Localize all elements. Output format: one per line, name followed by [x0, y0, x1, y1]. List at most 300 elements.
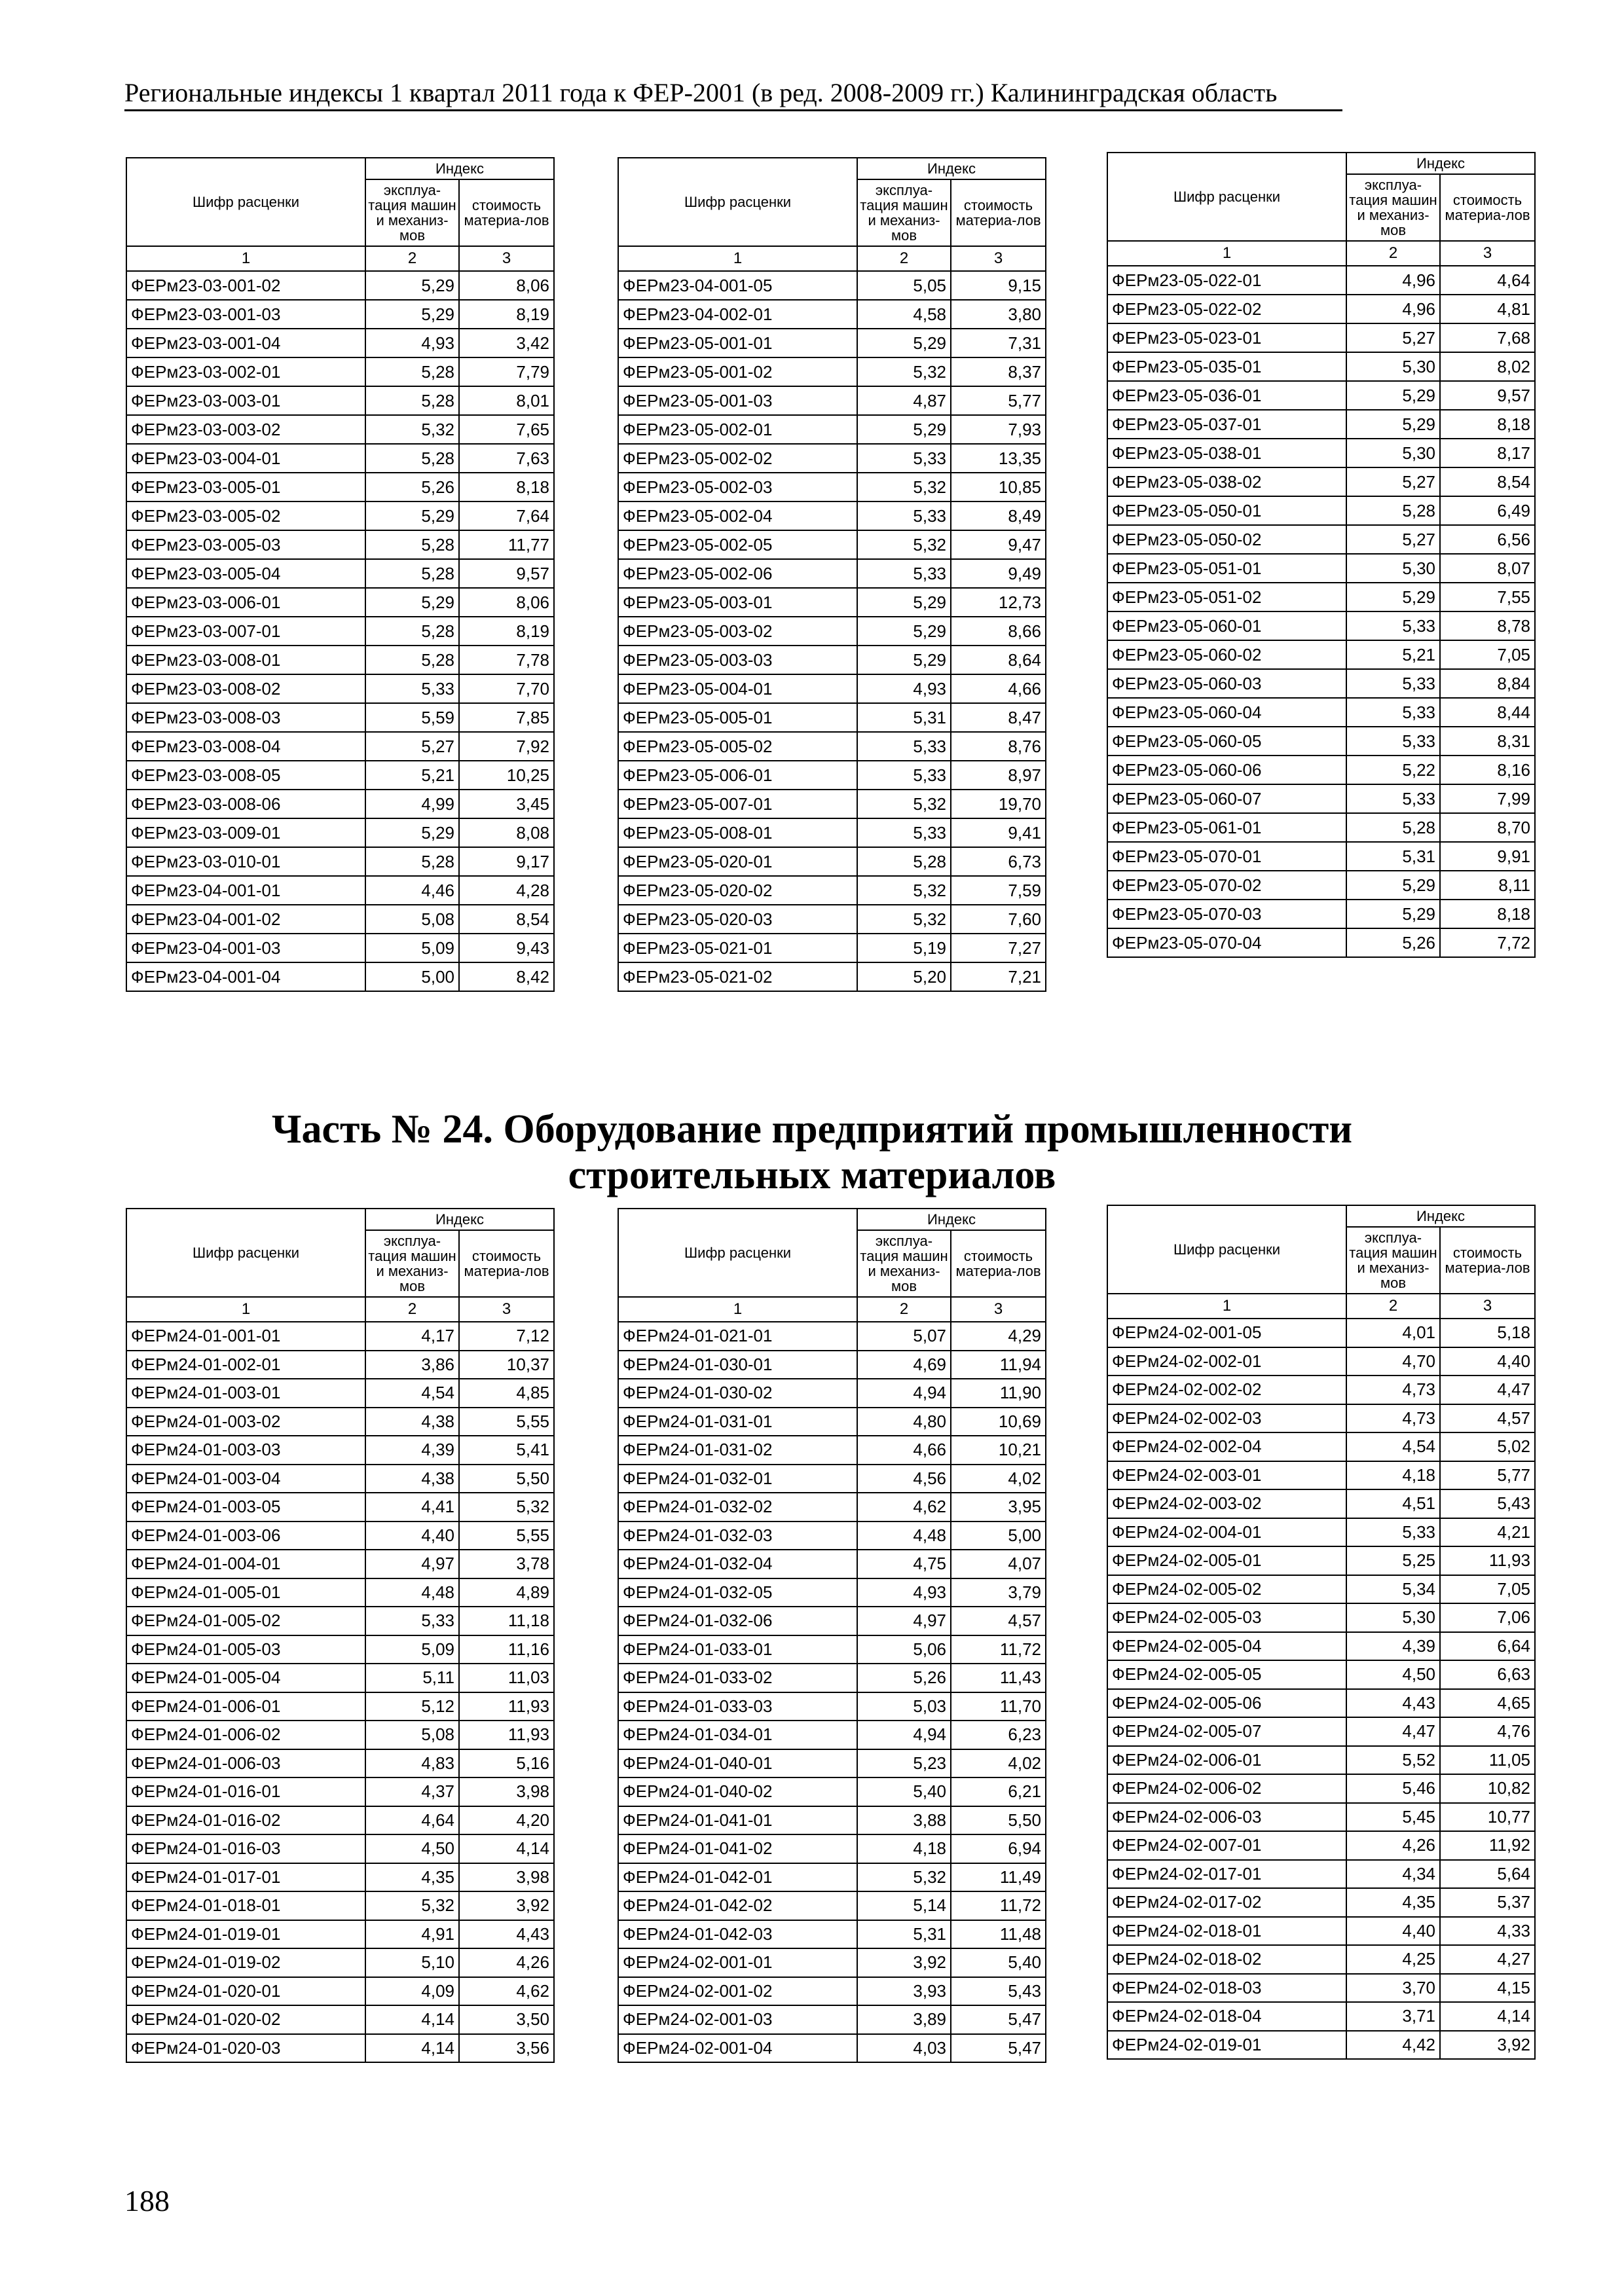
index-materials: 8,31: [1440, 727, 1535, 756]
table-row: [126, 415, 554, 444]
rate-code: ФЕРм24-01-020-03: [126, 2034, 365, 2063]
index-machines: 5,06: [857, 1635, 951, 1664]
table-row: [618, 761, 1046, 790]
index-machines: 5,32: [365, 415, 459, 444]
rate-code: ФЕРм24-02-005-03: [1107, 1603, 1346, 1632]
rate-code: ФЕРм24-02-003-01: [1107, 1461, 1346, 1490]
table-row: [618, 1891, 1046, 1920]
index-machines: 5,28: [365, 617, 459, 646]
index-materials: 4,40: [1440, 1347, 1535, 1376]
rate-code: ФЕРм24-02-002-02: [1107, 1376, 1346, 1404]
rate-code: ФЕРм24-02-018-03: [1107, 1974, 1346, 2003]
rate-code: ФЕРм23-03-005-04: [126, 559, 365, 588]
index-materials: 4,89: [459, 1578, 554, 1607]
index-materials: 9,91: [1440, 842, 1535, 871]
index-materials: 11,92: [1440, 1831, 1535, 1860]
table-row: [618, 1408, 1046, 1436]
index-machines: 3,86: [365, 1351, 459, 1379]
index-materials: 4,64: [1440, 266, 1535, 295]
index-materials: 4,43: [459, 1920, 554, 1949]
table-row: [618, 847, 1046, 876]
rate-code: ФЕРм23-05-004-01: [618, 674, 857, 703]
index-materials: 8,84: [1440, 669, 1535, 698]
index-machines: 5,12: [365, 1692, 459, 1721]
rate-code: ФЕРм24-02-006-02: [1107, 1774, 1346, 1803]
index-materials: 8,76: [951, 732, 1046, 761]
index-machines: 4,51: [1346, 1489, 1440, 1518]
header-code: Шифр расценки: [126, 1209, 365, 1297]
header-materials: стоимость материа-лов: [951, 1230, 1046, 1297]
rate-code: ФЕРм23-05-061-01: [1107, 813, 1346, 842]
table-row: [1107, 554, 1535, 583]
index-materials: 5,47: [951, 2034, 1046, 2063]
index-table: [126, 1208, 555, 2063]
index-materials: 5,77: [1440, 1461, 1535, 1490]
header-num-2: 2: [857, 1297, 951, 1322]
rate-code: ФЕРм24-02-002-03: [1107, 1404, 1346, 1433]
index-materials: 3,98: [459, 1863, 554, 1892]
rate-code: ФЕРм24-02-019-01: [1107, 2031, 1346, 2060]
rate-code: ФЕРм24-01-003-02: [126, 1408, 365, 1436]
header-materials: стоимость материа-лов: [1440, 174, 1535, 241]
index-machines: 4,26: [1346, 1831, 1440, 1860]
rate-code: ФЕРм23-05-060-04: [1107, 698, 1346, 727]
index-machines: 5,33: [1346, 611, 1440, 640]
index-materials: 11,93: [459, 1692, 554, 1721]
index-machines: 5,27: [1346, 323, 1440, 352]
table-row: [1107, 1546, 1535, 1575]
index-machines: 4,62: [857, 1493, 951, 1522]
table-row: [126, 1664, 554, 1692]
index-materials: 6,73: [951, 847, 1046, 876]
table-row: [126, 1777, 554, 1806]
header-num-2: 2: [857, 246, 951, 271]
rate-code: ФЕРм24-01-042-03: [618, 1920, 857, 1949]
index-machines: 5,33: [1346, 784, 1440, 813]
header-code: Шифр расценки: [126, 158, 365, 246]
rate-code: ФЕРм24-01-006-03: [126, 1749, 365, 1778]
table-row: [1107, 496, 1535, 525]
rate-code: ФЕРм23-03-008-05: [126, 761, 365, 790]
index-machines: 4,94: [857, 1379, 951, 1408]
index-machines: 4,18: [1346, 1461, 1440, 1490]
table-row: [1107, 2031, 1535, 2060]
index-machines: 4,66: [857, 1436, 951, 1465]
header-machines: эксплуа-тация машин и механиз-мов: [365, 1230, 459, 1297]
rate-code: ФЕРм23-05-023-01: [1107, 323, 1346, 352]
index-materials: 10,37: [459, 1351, 554, 1379]
index-materials: 7,72: [1440, 928, 1535, 957]
rate-code: ФЕРм24-02-001-01: [618, 1948, 857, 1977]
index-machines: 5,27: [365, 732, 459, 761]
table-row: [618, 1607, 1046, 1635]
index-materials: 8,78: [1440, 611, 1535, 640]
index-machines: 5,19: [857, 934, 951, 962]
table-row: [126, 1721, 554, 1749]
index-materials: 9,17: [459, 847, 554, 876]
rate-code: ФЕРм24-01-032-06: [618, 1607, 857, 1635]
index-machines: 5,03: [857, 1692, 951, 1721]
header-code: Шифр расценки: [1107, 153, 1346, 241]
rate-code: ФЕРм24-01-003-04: [126, 1465, 365, 1493]
table-row: [126, 588, 554, 617]
rate-code: ФЕРм23-03-008-03: [126, 703, 365, 732]
index-machines: 5,33: [1346, 727, 1440, 756]
index-machines: 5,32: [857, 530, 951, 559]
table-row: [1107, 1774, 1535, 1803]
index-machines: 5,14: [857, 1891, 951, 1920]
table-row: [618, 1465, 1046, 1493]
rate-code: ФЕРм24-01-032-02: [618, 1493, 857, 1522]
index-materials: 8,66: [951, 617, 1046, 646]
rate-code: ФЕРм23-05-002-02: [618, 444, 857, 473]
rate-code: ФЕРм24-02-005-07: [1107, 1717, 1346, 1746]
index-machines: 4,37: [365, 1777, 459, 1806]
index-machines: 4,25: [1346, 1945, 1440, 1974]
rate-code: ФЕРм24-01-042-02: [618, 1891, 857, 1920]
index-machines: 5,23: [857, 1749, 951, 1778]
index-materials: 8,19: [459, 300, 554, 329]
rate-code: ФЕРм23-05-051-02: [1107, 583, 1346, 611]
index-machines: 5,30: [1346, 352, 1440, 381]
rate-code: ФЕРм23-03-008-01: [126, 646, 365, 674]
table-row: [1107, 1575, 1535, 1604]
table-row: [1107, 1632, 1535, 1661]
table-row: [618, 1721, 1046, 1749]
index-materials: 11,70: [951, 1692, 1046, 1721]
index-machines: 5,28: [365, 646, 459, 674]
rate-code: ФЕРм24-01-040-02: [618, 1777, 857, 1806]
index-materials: 6,64: [1440, 1632, 1535, 1661]
index-machines: 4,42: [1346, 2031, 1440, 2060]
index-machines: 5,28: [857, 847, 951, 876]
table-row: [1107, 1603, 1535, 1632]
rate-code: ФЕРм23-03-001-03: [126, 300, 365, 329]
index-machines: 3,71: [1346, 2002, 1440, 2031]
header-index: Индекс: [857, 158, 1046, 179]
index-table: [618, 157, 1046, 992]
index-machines: 4,96: [1346, 295, 1440, 323]
header-materials: стоимость материа-лов: [1440, 1227, 1535, 1294]
section-title: [0, 1106, 1624, 1198]
index-materials: 11,16: [459, 1635, 554, 1664]
table-row: [618, 818, 1046, 847]
index-machines: 5,29: [1346, 410, 1440, 439]
index-machines: 5,33: [857, 761, 951, 790]
table-row: [618, 790, 1046, 818]
table-row: [126, 818, 554, 847]
index-machines: 4,96: [1346, 266, 1440, 295]
table-row: [1107, 784, 1535, 813]
rate-code: ФЕРм23-05-020-02: [618, 876, 857, 905]
index-machines: 5,28: [365, 559, 459, 588]
index-machines: 4,56: [857, 1465, 951, 1493]
header-num-3: 3: [951, 1297, 1046, 1322]
rate-code: ФЕРм23-05-006-01: [618, 761, 857, 790]
table-row: [618, 1436, 1046, 1465]
rate-code: ФЕРм24-01-005-04: [126, 1664, 365, 1692]
table-row: [618, 674, 1046, 703]
index-materials: 9,43: [459, 934, 554, 962]
index-machines: 5,29: [365, 588, 459, 617]
table-row: [618, 1550, 1046, 1578]
index-materials: 8,02: [1440, 352, 1535, 381]
index-machines: 4,01: [1346, 1319, 1440, 1347]
rate-code: ФЕРм23-05-060-02: [1107, 640, 1346, 669]
rate-code: ФЕРм24-01-032-03: [618, 1522, 857, 1550]
index-materials: 8,18: [1440, 900, 1535, 928]
table-row: [1107, 1404, 1535, 1433]
index-materials: 4,02: [951, 1749, 1046, 1778]
table-row: [126, 2005, 554, 2034]
index-materials: 13,35: [951, 444, 1046, 473]
index-machines: 4,39: [1346, 1632, 1440, 1661]
header-materials: стоимость материа-лов: [951, 179, 1046, 246]
table-row: [126, 1607, 554, 1635]
rate-code: ФЕРм24-01-032-01: [618, 1465, 857, 1493]
rate-code: ФЕРм24-01-040-01: [618, 1749, 857, 1778]
rate-code: ФЕРм23-05-070-03: [1107, 900, 1346, 928]
index-materials: 5,40: [951, 1948, 1046, 1977]
table-row: [618, 1863, 1046, 1892]
index-materials: 3,78: [459, 1550, 554, 1578]
table-row: [126, 1920, 554, 1949]
page-header: Региональные индексы 1 квартал 2011 года к ФЕР-2001 (в ред. 2008-2009 гг.) Калининградская область: [124, 77, 1342, 111]
table-row: [618, 1578, 1046, 1607]
index-machines: 5,25: [1346, 1546, 1440, 1575]
rate-code: ФЕРм23-05-035-01: [1107, 352, 1346, 381]
table-row: [1107, 1461, 1535, 1490]
index-machines: 5,29: [1346, 871, 1440, 900]
rate-code: ФЕРм23-05-002-01: [618, 415, 857, 444]
rate-code: ФЕРм23-03-010-01: [126, 847, 365, 876]
index-materials: 10,82: [1440, 1774, 1535, 1803]
table-row: [126, 1948, 554, 1977]
index-materials: 7,92: [459, 732, 554, 761]
table-row: [1107, 669, 1535, 698]
index-materials: 7,60: [951, 905, 1046, 934]
index-materials: 3,98: [459, 1777, 554, 1806]
index-machines: 5,26: [365, 473, 459, 501]
rate-code: ФЕРм24-01-017-01: [126, 1863, 365, 1892]
index-machines: 4,14: [365, 2005, 459, 2034]
index-machines: 4,54: [365, 1379, 459, 1408]
rate-code: ФЕРм23-05-037-01: [1107, 410, 1346, 439]
rate-code: ФЕРм24-01-016-02: [126, 1806, 365, 1835]
index-machines: 5,30: [1346, 1603, 1440, 1632]
rate-code: ФЕРм23-05-002-04: [618, 501, 857, 530]
table-row: [1107, 813, 1535, 842]
index-materials: 8,06: [459, 271, 554, 300]
index-machines: 4,94: [857, 1721, 951, 1749]
index-materials: 4,66: [951, 674, 1046, 703]
rate-code: ФЕРм23-04-001-01: [126, 876, 365, 905]
table-row: [1107, 439, 1535, 467]
index-machines: 5,31: [857, 703, 951, 732]
table-row: [126, 1749, 554, 1778]
table-row: [1107, 467, 1535, 496]
table-row: [1107, 1917, 1535, 1946]
rate-code: ФЕРм24-01-019-01: [126, 1920, 365, 1949]
rate-code: ФЕРм23-04-001-03: [126, 934, 365, 962]
index-materials: 4,28: [459, 876, 554, 905]
table-row: [618, 588, 1046, 617]
index-materials: 12,73: [951, 588, 1046, 617]
rate-code: ФЕРм23-05-038-01: [1107, 439, 1346, 467]
index-machines: 5,29: [857, 646, 951, 674]
table-row: [618, 1522, 1046, 1550]
index-machines: 5,29: [1346, 381, 1440, 410]
rate-code: ФЕРм23-05-001-03: [618, 386, 857, 415]
rate-code: ФЕРм23-05-038-02: [1107, 467, 1346, 496]
rate-code: ФЕРм23-03-004-01: [126, 444, 365, 473]
rate-code: ФЕРм23-05-021-02: [618, 962, 857, 991]
index-materials: 8,97: [951, 761, 1046, 790]
rate-code: ФЕРм24-01-042-01: [618, 1863, 857, 1892]
index-materials: 7,31: [951, 329, 1046, 357]
table-row: [1107, 1888, 1535, 1917]
rate-code: ФЕРм23-05-007-01: [618, 790, 857, 818]
index-machines: 5,32: [857, 357, 951, 386]
index-machines: 5,34: [1346, 1575, 1440, 1604]
table-row: [126, 1408, 554, 1436]
index-machines: 5,21: [1346, 640, 1440, 669]
table-row: [126, 1379, 554, 1408]
table-row: [618, 1834, 1046, 1863]
rate-code: ФЕРм23-05-070-02: [1107, 871, 1346, 900]
index-materials: 11,18: [459, 1607, 554, 1635]
table-row: [1107, 1746, 1535, 1775]
table-row: [1107, 1974, 1535, 2003]
rate-code: ФЕРм24-02-005-05: [1107, 1660, 1346, 1689]
rate-code: ФЕРм24-01-021-01: [618, 1322, 857, 1351]
rate-code: ФЕРм23-03-008-02: [126, 674, 365, 703]
table-row: [618, 1635, 1046, 1664]
rate-code: ФЕРм24-02-003-02: [1107, 1489, 1346, 1518]
rate-code: ФЕРм23-05-021-01: [618, 934, 857, 962]
index-table: [1107, 1205, 1536, 2060]
index-materials: 6,63: [1440, 1660, 1535, 1689]
index-materials: 4,02: [951, 1465, 1046, 1493]
index-machines: 5,33: [1346, 1518, 1440, 1547]
index-materials: 7,85: [459, 703, 554, 732]
index-machines: 4,91: [365, 1920, 459, 1949]
rate-code: ФЕРм24-01-032-05: [618, 1578, 857, 1607]
index-materials: 7,68: [1440, 323, 1535, 352]
index-materials: 4,57: [951, 1607, 1046, 1635]
table-row: [126, 444, 554, 473]
index-materials: 4,62: [459, 1977, 554, 2006]
index-machines: 3,88: [857, 1806, 951, 1835]
rate-code: ФЕРм24-01-019-02: [126, 1948, 365, 1977]
rate-code: ФЕРм24-02-018-02: [1107, 1945, 1346, 1974]
index-materials: 3,42: [459, 329, 554, 357]
table-row: [126, 1834, 554, 1863]
index-machines: 4,38: [365, 1465, 459, 1493]
index-materials: 4,07: [951, 1550, 1046, 1578]
index-materials: 7,05: [1440, 1575, 1535, 1604]
index-materials: 8,07: [1440, 554, 1535, 583]
index-materials: 4,65: [1440, 1689, 1535, 1718]
rate-code: ФЕРм23-03-009-01: [126, 818, 365, 847]
index-materials: 3,56: [459, 2034, 554, 2063]
table-row: [618, 1351, 1046, 1379]
index-materials: 6,94: [951, 1834, 1046, 1863]
table-row: [618, 1664, 1046, 1692]
rate-code: ФЕРм23-05-020-03: [618, 905, 857, 934]
index-machines: 5,31: [1346, 842, 1440, 871]
table-row: [618, 1379, 1046, 1408]
table-row: [618, 2005, 1046, 2034]
table-row: [1107, 323, 1535, 352]
index-machines: 5,00: [365, 962, 459, 991]
index-materials: 8,47: [951, 703, 1046, 732]
rate-code: ФЕРм23-05-050-02: [1107, 525, 1346, 554]
rate-code: ФЕРм24-02-006-03: [1107, 1803, 1346, 1832]
table-row: [618, 501, 1046, 530]
index-materials: 4,76: [1440, 1717, 1535, 1746]
index-machines: 5,28: [1346, 813, 1440, 842]
table-row: [1107, 842, 1535, 871]
table-row: [618, 2034, 1046, 2063]
table-row: [1107, 583, 1535, 611]
index-materials: 3,80: [951, 300, 1046, 329]
index-materials: 7,06: [1440, 1603, 1535, 1632]
rate-code: ФЕРм23-05-036-01: [1107, 381, 1346, 410]
table-row: [1107, 1319, 1535, 1347]
rate-code: ФЕРм24-02-005-02: [1107, 1575, 1346, 1604]
header-num-2: 2: [1346, 241, 1440, 266]
index-materials: 6,21: [951, 1777, 1046, 1806]
index-machines: 5,29: [365, 818, 459, 847]
header-index: Индекс: [1346, 153, 1535, 174]
table-row: [618, 962, 1046, 991]
index-materials: 11,72: [951, 1891, 1046, 1920]
table-row: [1107, 381, 1535, 410]
rate-code: ФЕРм24-01-006-02: [126, 1721, 365, 1749]
index-materials: 8,17: [1440, 439, 1535, 467]
index-machines: 3,92: [857, 1948, 951, 1977]
rate-code: ФЕРм24-01-004-01: [126, 1550, 365, 1578]
index-materials: 7,64: [459, 501, 554, 530]
rate-code: ФЕРм23-03-001-04: [126, 329, 365, 357]
table-row: [126, 617, 554, 646]
index-machines: 5,08: [365, 1721, 459, 1749]
rate-code: ФЕРм23-03-006-01: [126, 588, 365, 617]
index-machines: 4,93: [857, 674, 951, 703]
index-machines: 5,26: [1346, 928, 1440, 957]
index-materials: 7,99: [1440, 784, 1535, 813]
rate-code: ФЕРм23-05-070-04: [1107, 928, 1346, 957]
table-row: [1107, 1945, 1535, 1974]
index-machines: 5,40: [857, 1777, 951, 1806]
index-materials: 5,02: [1440, 1432, 1535, 1461]
header-num-3: 3: [1440, 241, 1535, 266]
index-machines: 4,50: [365, 1834, 459, 1863]
index-materials: 7,12: [459, 1322, 554, 1351]
table-row: [618, 300, 1046, 329]
rate-code: ФЕРм24-01-005-01: [126, 1578, 365, 1607]
rate-code: ФЕРм24-01-041-01: [618, 1806, 857, 1835]
index-machines: 5,22: [1346, 756, 1440, 784]
table-row: [618, 876, 1046, 905]
index-machines: 5,32: [857, 790, 951, 818]
index-machines: 5,29: [365, 501, 459, 530]
index-machines: 4,35: [1346, 1888, 1440, 1917]
table-row: [1107, 525, 1535, 554]
index-materials: 9,57: [1440, 381, 1535, 410]
table-row: [618, 1692, 1046, 1721]
